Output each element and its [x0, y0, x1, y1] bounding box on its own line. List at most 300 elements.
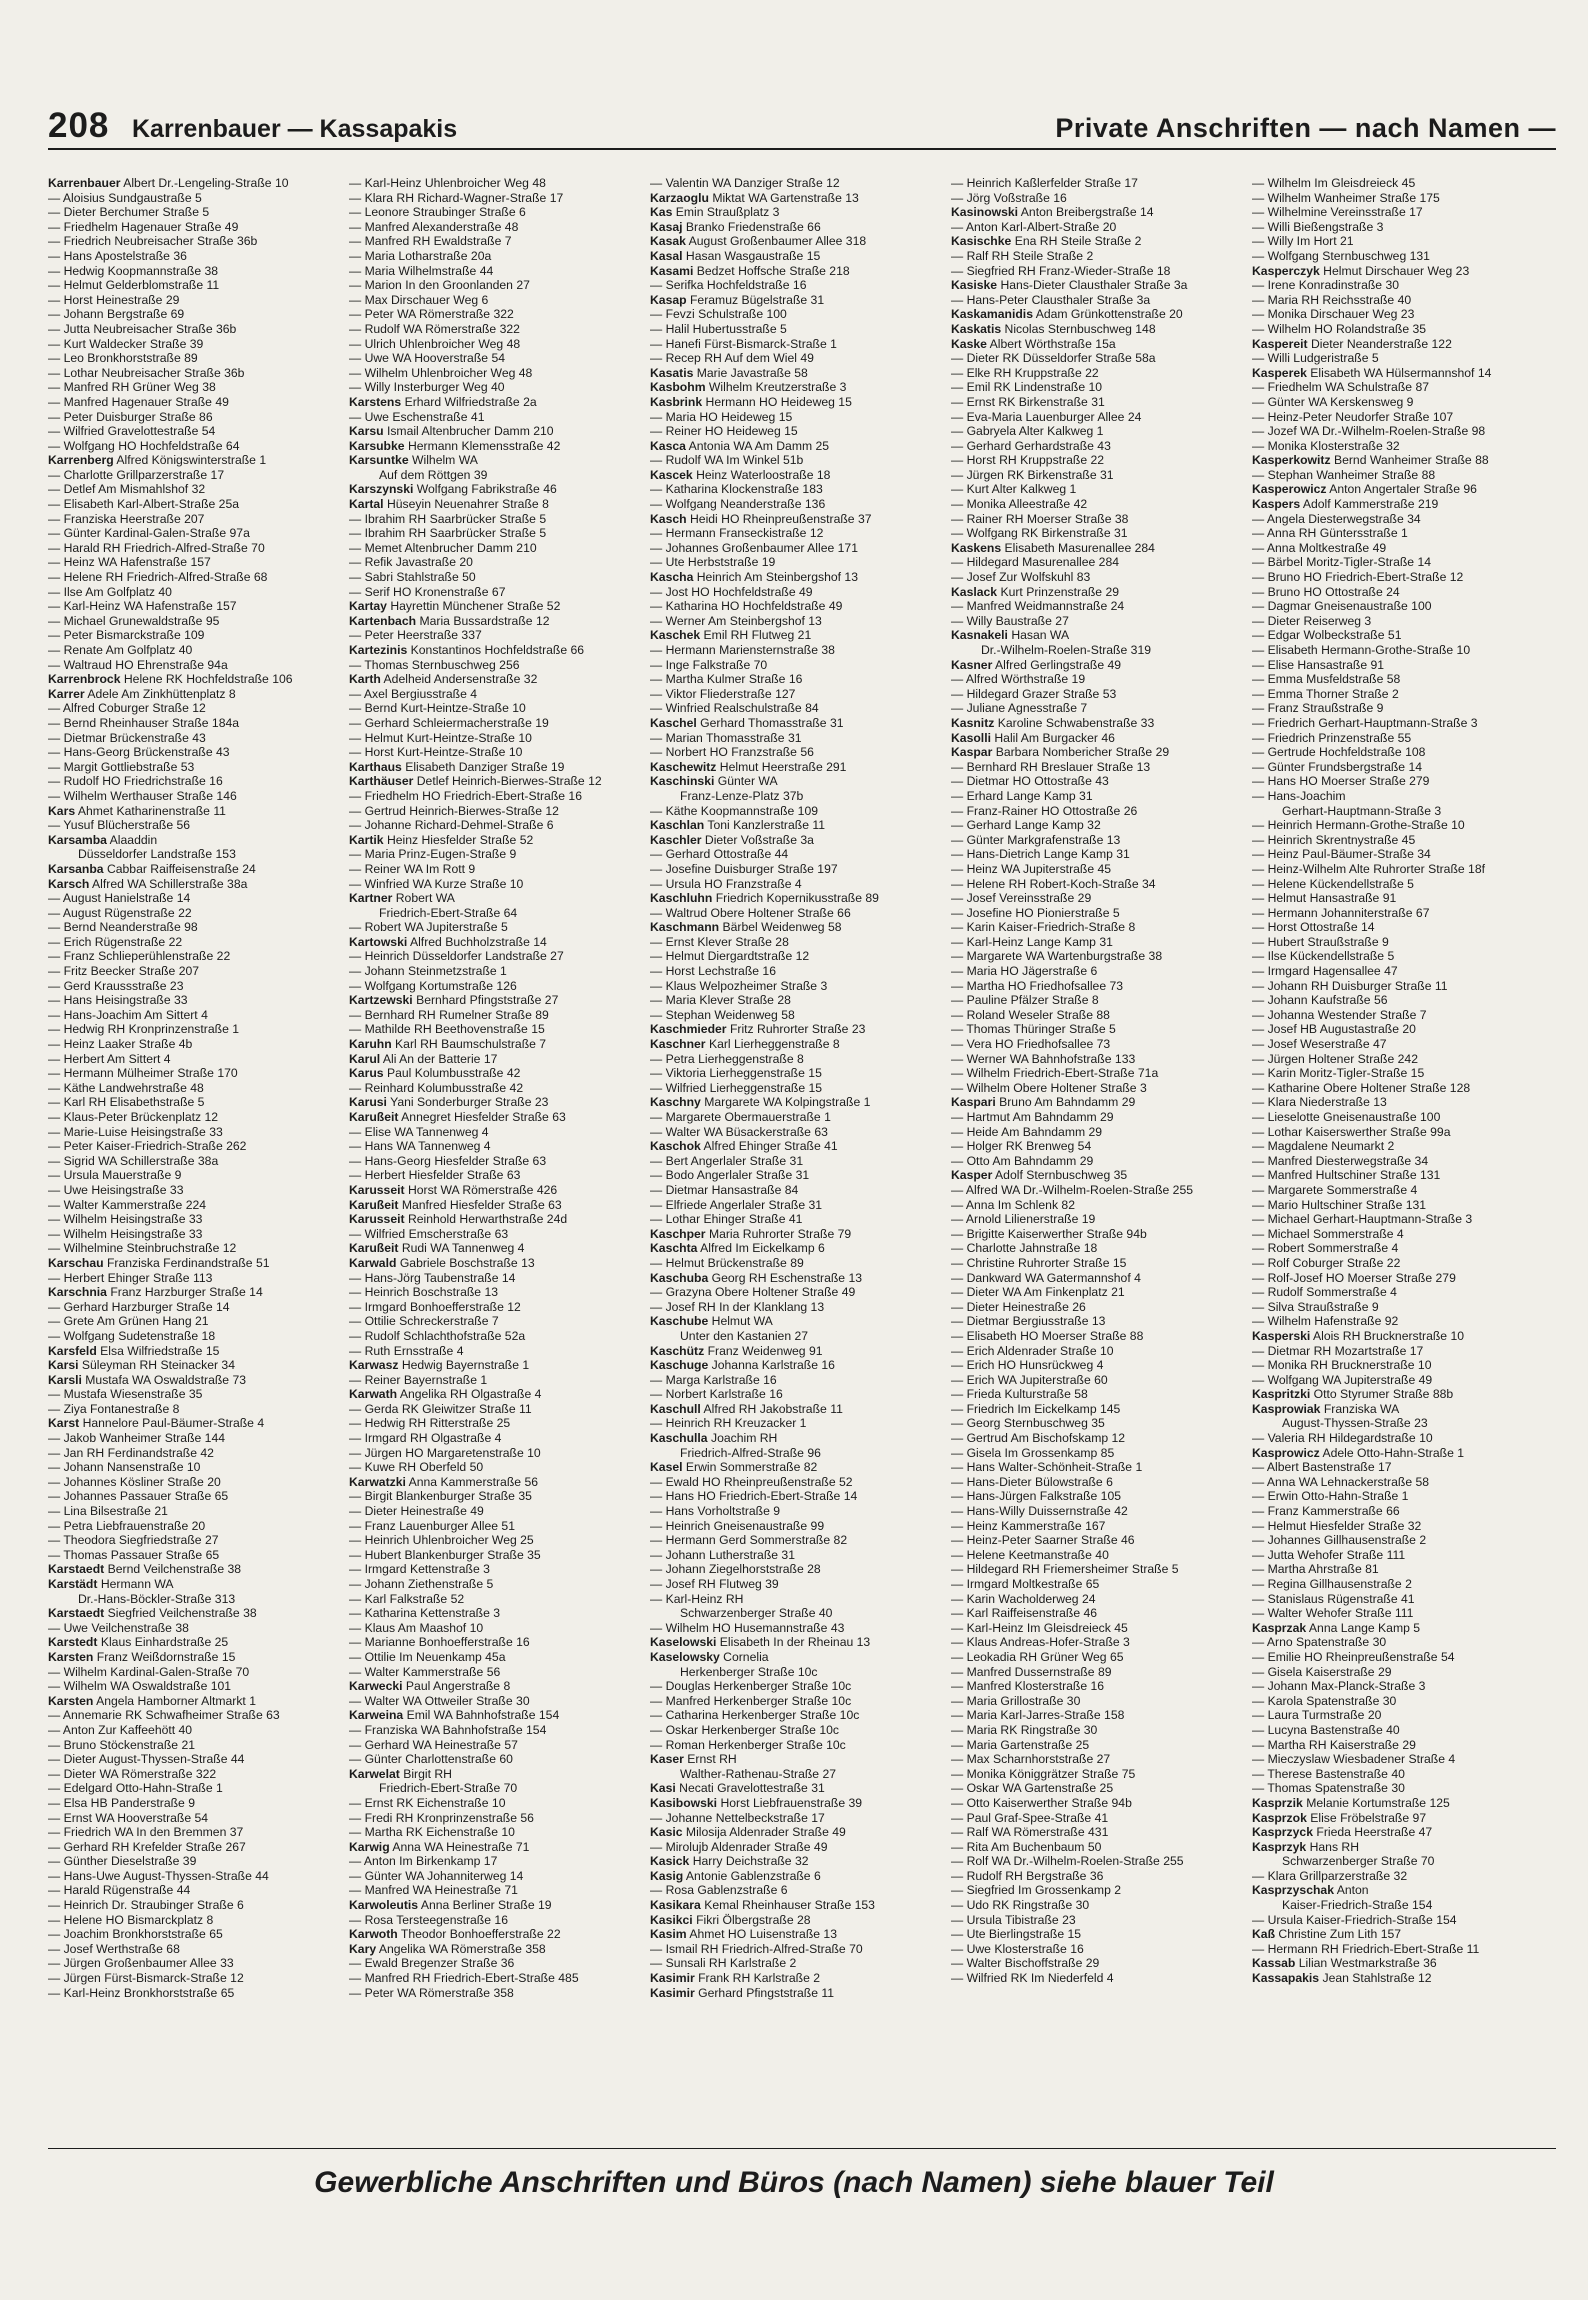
directory-entry	[48, 818, 345, 833]
directory-entry	[349, 716, 646, 731]
surname: Kaskamanidis	[951, 307, 1033, 322]
entry-text: — Wolfgang RK Birkenstraße 31	[951, 526, 1128, 541]
entry-text: — Käthe Landwehrstraße 48	[48, 1080, 204, 1095]
directory-entry	[349, 847, 646, 862]
surname: Kasprzak	[1252, 1620, 1307, 1635]
directory-entry	[349, 512, 646, 527]
entry-text: — Willy Baustraße 27	[951, 613, 1069, 628]
surname: Kars	[48, 803, 76, 818]
entry-text: — Gabryela Alter Kalkweg 1	[951, 424, 1104, 439]
directory-entry	[349, 1256, 646, 1271]
entry-text: — Marianne Bonhoefferstraße 16	[349, 1635, 530, 1650]
directory-entry	[48, 1781, 345, 1796]
entry-text: — Michael Sommerstraße 4	[1252, 1226, 1404, 1241]
directory-entry	[1252, 1796, 1549, 1811]
entry-text: — Dietmar Brückenstraße 43	[48, 730, 206, 745]
directory-entry	[650, 1387, 947, 1402]
entry-text: — Yusuf Blücherstraße 56	[48, 818, 191, 833]
entry-text: — Karl-Heinz RH	[650, 1591, 744, 1606]
entry-text: — Walter Bischoffstraße 29	[951, 1956, 1100, 1971]
directory-entry	[349, 1489, 646, 1504]
surname: Kasaj	[650, 219, 683, 234]
entry-text: — Elisabeth HO Moerser Straße 88	[951, 1328, 1144, 1343]
surname: Kaser	[650, 1752, 684, 1767]
entry-text: — Hans-Joachim Am Sittert 4	[48, 1007, 208, 1022]
directory-entry	[951, 555, 1248, 570]
entry-text: Bärbel Weidenweg 58	[722, 920, 842, 935]
entry-text: — Emma Musfeldstraße 58	[1252, 672, 1401, 687]
directory-entry	[349, 1708, 646, 1723]
entry-text: Rudi WA Tannenweg 4	[401, 1241, 525, 1256]
surname: Kaschta	[650, 1241, 698, 1256]
directory-entry	[1252, 1110, 1549, 1125]
entry-text: — Brigitte Kaiserwerther Straße 94b	[951, 1226, 1147, 1241]
entry-text: Frieda Heerstraße 47	[1316, 1825, 1433, 1840]
entry-text: — Friedrich Prinzenstraße 55	[1252, 730, 1412, 745]
surname: Kasolli	[951, 730, 991, 745]
directory-entry	[349, 366, 646, 381]
directory-entry	[1252, 191, 1549, 206]
directory-entry	[951, 1183, 1248, 1198]
entry-text: Emil RH Flutweg 21	[703, 628, 812, 643]
directory-entry	[650, 322, 947, 337]
directory-entry	[951, 847, 1248, 862]
directory-entry	[650, 687, 947, 702]
directory-entry	[650, 672, 947, 687]
entry-text: — Irmgard RH Olgastraße 4	[349, 1431, 502, 1446]
entry-text: Necati Gravelottestraße 31	[679, 1781, 825, 1796]
surname: Kasikara	[650, 1898, 701, 1913]
directory-entry	[349, 760, 646, 775]
directory-entry	[48, 877, 345, 892]
directory-entry: Düsseldorfer Landstraße 153	[78, 847, 236, 862]
entry-text: Reinhold Herwarthstraße 24d	[407, 1212, 568, 1227]
entry-text: — Irmgard Bonhoefferstraße 12	[349, 1299, 521, 1314]
directory-entry	[650, 249, 947, 264]
directory-entry	[1252, 1168, 1549, 1183]
directory-entry	[951, 570, 1248, 585]
directory-entry	[349, 1183, 646, 1198]
directory-entry	[349, 804, 646, 819]
directory-entry	[1252, 482, 1549, 497]
directory-entry	[650, 380, 947, 395]
directory-entry	[48, 1606, 345, 1621]
entry-text: — Winfried Realschulstraße 84	[650, 701, 819, 716]
directory-entry	[1252, 1971, 1549, 1986]
surname: Kaselowsky	[650, 1649, 720, 1664]
entry-text: — Monika Königgrätzer Straße 75	[951, 1766, 1136, 1781]
surname: Kaskens	[951, 540, 1002, 555]
entry-text: — Recep RH Auf dem Wiel 49	[650, 351, 814, 366]
directory-entry	[1252, 410, 1549, 425]
directory-entry	[650, 1927, 947, 1942]
surname: Kaschütz	[650, 1343, 705, 1358]
entry-text: Hannelore Paul-Bäumer-Straße 4	[82, 1416, 265, 1431]
entry-text: Joachim RH	[710, 1431, 778, 1446]
directory-entry	[650, 585, 947, 600]
entry-text: — Ibrahim RH Saarbrücker Straße 5	[349, 526, 547, 541]
directory-entry	[48, 468, 345, 483]
entry-text: — Heinz Kammerstraße 167	[951, 1518, 1106, 1533]
directory-entry	[951, 1519, 1248, 1534]
directory-entry	[48, 1635, 345, 1650]
entry-text: — Hans-Jürgen Falkstraße 105	[951, 1489, 1122, 1504]
directory-entry	[951, 1052, 1248, 1067]
directory-entry	[48, 993, 345, 1008]
entry-text: — Johann Steinmetzstraße 1	[349, 964, 507, 979]
entry-text: — Friedhelm HO Friedrich-Ebert-Straße 16	[349, 788, 582, 803]
directory-entry	[349, 1504, 646, 1519]
directory-entry	[349, 1533, 646, 1548]
entry-text: — Eva-Maria Lauenburger Allee 24	[951, 409, 1142, 424]
entry-text: — Wilhelm Uhlenbroicher Weg 48	[349, 365, 533, 380]
entry-text: — Monika Dirschauer Weg 23	[1252, 307, 1415, 322]
directory-entry	[349, 789, 646, 804]
directory-entry	[48, 380, 345, 395]
directory-entry	[951, 191, 1248, 206]
directory-entry	[1252, 1475, 1549, 1490]
entry-text: — Horst RH Kruppstraße 22	[951, 453, 1105, 468]
directory-entry	[349, 1125, 646, 1140]
surname: Kasner	[951, 657, 993, 672]
entry-text: Wilhelm Kreutzerstraße 3	[708, 380, 847, 395]
directory-entry	[650, 337, 947, 352]
entry-text: — Valeria RH Hildegardstraße 10	[1252, 1431, 1433, 1446]
directory-entry	[349, 1577, 646, 1592]
directory-entry	[48, 351, 345, 366]
directory-entry	[349, 482, 646, 497]
entry-text: — Bernhard RH Breslauer Straße 13	[951, 759, 1151, 774]
entry-text: — Peter Duisburger Straße 86	[48, 409, 213, 424]
directory-entry	[349, 293, 646, 308]
entry-text: — Gisela Im Grossenkamp 85	[951, 1445, 1115, 1460]
directory-entry	[951, 1927, 1248, 1942]
directory-entry	[951, 322, 1248, 337]
directory-entry	[1252, 1008, 1549, 1023]
directory-entry	[1252, 1314, 1549, 1329]
entry-text: — Thomas Passauer Straße 65	[48, 1547, 220, 1562]
directory-entry	[1252, 599, 1549, 614]
entry-text: Otto Styrumer Straße 88b	[1313, 1387, 1454, 1402]
directory-entry	[650, 935, 947, 950]
directory-entry	[650, 1183, 947, 1198]
entry-text: — Magdalene Neumarkt 2	[1252, 1139, 1395, 1154]
entry-text: — Mustafa Wiesenstraße 35	[48, 1387, 203, 1402]
entry-text: — Martha HO Friedhofsallee 73	[951, 978, 1124, 993]
entry-text: — Mirolujb Aldenrader Straße 49	[650, 1839, 828, 1854]
entry-text: — Helene RH Robert-Koch-Straße 34	[951, 876, 1156, 891]
entry-text: Branko Friedenstraße 66	[685, 219, 821, 234]
entry-text: Melanie Kortumstraße 125	[1306, 1795, 1450, 1810]
entry-text: Cornelia	[723, 1649, 769, 1664]
directory-entry	[48, 526, 345, 541]
entry-text: — Oskar WA Gartenstraße 25	[951, 1781, 1114, 1796]
entry-text: Ernst RH	[687, 1752, 737, 1767]
entry-text: — Margarete Obermauerstraße 1	[650, 1110, 831, 1124]
entry-text: — Manfred Herkenberger Straße 10c	[650, 1693, 852, 1708]
directory-entry	[349, 1110, 646, 1125]
directory-entry	[650, 1708, 947, 1723]
directory-entry	[48, 1460, 345, 1475]
directory-entry	[650, 1840, 947, 1855]
directory-entry	[48, 176, 345, 191]
directory-entry	[1252, 1285, 1549, 1300]
directory-entry	[349, 1139, 646, 1154]
directory-entry	[951, 1694, 1248, 1709]
entry-text: — Arno Spatenstraße 30	[1252, 1635, 1387, 1650]
entry-text: Bedzet Hoffsche Straße 218	[696, 263, 850, 278]
directory-entry	[48, 1738, 345, 1753]
directory-entry	[650, 191, 947, 206]
surname: Kartik	[349, 832, 384, 847]
entry-text: — Birgit Blankenburger Straße 35	[349, 1489, 532, 1504]
entry-text: — Gerhard Gerhardstraße 43	[951, 438, 1111, 453]
entry-text: — Angela Diesterwegstraße 34	[1252, 511, 1421, 526]
entry-text: — Bernhard RH Rumelner Straße 89	[349, 1007, 549, 1022]
entry-text: — Franz Straußstraße 9	[1252, 701, 1384, 716]
directory-entry	[951, 1008, 1248, 1023]
entry-text: Margarete WA Kolpingstraße 1	[704, 1095, 871, 1110]
entry-text: — Maria RH Reichsstraße 40	[1252, 292, 1412, 307]
surname: Kasprzyk	[1252, 1839, 1307, 1854]
entry-text: — Gerhard WA Heinestraße 57	[349, 1737, 518, 1752]
entry-text: — Valentin WA Danziger Straße 12	[650, 176, 840, 190]
surname: Karul	[349, 1051, 381, 1066]
surname: Kaschinski	[650, 774, 715, 789]
entry-text: — Wolfgang Kortumstraße 126	[349, 978, 517, 993]
directory-entry	[951, 1635, 1248, 1650]
entry-text: — Johann Bergstraße 69	[48, 307, 185, 322]
directory-entry	[48, 1431, 345, 1446]
directory-entry	[951, 716, 1248, 731]
entry-text: — Petra Liebfrauenstraße 20	[48, 1518, 206, 1533]
directory-entry	[951, 1504, 1248, 1519]
directory-entry	[1252, 1840, 1549, 1855]
entry-text: — Erich WA Jupiterstraße 60	[951, 1372, 1108, 1387]
entry-text: — Heide Am Bahndamm 29	[951, 1124, 1103, 1139]
surname: Karwig	[349, 1839, 390, 1854]
entry-text: — Emilie HO Rheinpreußenstraße 54	[1252, 1649, 1455, 1664]
directory-entry	[1252, 1738, 1549, 1753]
directory-entry	[650, 1679, 947, 1694]
entry-text: — Waltrud Obere Holtener Straße 66	[650, 905, 851, 920]
directory-entry	[349, 337, 646, 352]
entry-text: — Wilhelm WA Oswaldstraße 101	[48, 1679, 232, 1694]
directory-entry	[48, 906, 345, 921]
entry-text: — Mathilde RH Beethovenstraße 15	[349, 1022, 545, 1037]
entry-text: — Lothar Kaiserswerther Straße 99a	[1252, 1124, 1451, 1139]
entry-text: — Erhard Lange Kamp 31	[951, 788, 1093, 803]
entry-text: — Anton Zur Kaffeehött 40	[48, 1722, 193, 1737]
entry-text: Bernd Wanheimer Straße 88	[1333, 453, 1489, 468]
directory-entry	[951, 1387, 1248, 1402]
entry-text: — Norbert HO Franzstraße 56	[650, 745, 814, 760]
entry-text: — Margit Gottliebstraße 53	[48, 759, 195, 774]
entry-text: — Petra Lierheggenstraße 8	[650, 1051, 804, 1066]
directory-entry	[349, 1840, 646, 1855]
directory-entry	[951, 410, 1248, 425]
entry-text: — Mieczyslaw Wiesbadener Straße 4	[1252, 1752, 1456, 1767]
directory-entry	[650, 1373, 947, 1388]
directory-entry	[349, 658, 646, 673]
surname: Kascha	[650, 570, 694, 585]
entry-text: — Ruth Ernsstraße 4	[349, 1343, 464, 1358]
directory-entry	[1252, 1358, 1549, 1373]
entry-text: Anton	[1336, 1883, 1369, 1898]
surname: Karthaus	[349, 759, 402, 774]
directory-entry	[650, 833, 947, 848]
entry-text: — Manfred WA Heinestraße 71	[349, 1883, 518, 1898]
surname: Kasper	[951, 1168, 993, 1183]
directory-entry	[1252, 1022, 1549, 1037]
directory-entry	[1252, 1519, 1549, 1534]
directory-entry	[951, 1285, 1248, 1300]
entry-text: — Willi Bießengstraße 3	[1252, 219, 1384, 234]
surname: Karusseit	[349, 1182, 405, 1197]
entry-text: — Irmgard Moltkestraße 65	[951, 1577, 1100, 1591]
directory-entry	[349, 1519, 646, 1534]
entry-text: — Katharina Kettenstraße 3	[349, 1606, 501, 1621]
directory-entry	[650, 818, 947, 833]
directory-entry	[48, 716, 345, 731]
directory-entry	[349, 891, 646, 906]
directory-entry	[349, 1650, 646, 1665]
surname: Kartal	[349, 497, 384, 512]
surname: Karschnia	[48, 1285, 107, 1300]
directory-entry	[951, 234, 1248, 249]
surname: Karus	[349, 1066, 384, 1081]
directory-entry	[349, 1811, 646, 1826]
entry-text: — Johann RH Duisburger Straße 11	[1252, 978, 1448, 993]
directory-entry: Gerhart-Hauptmann-Straße 3	[1282, 803, 1442, 818]
entry-text: — Siegfried Im Grossenkamp 2	[951, 1883, 1122, 1898]
entry-text: Alfred Königswinterstraße 1	[116, 453, 267, 468]
directory-entry	[650, 731, 947, 746]
surname: Karußeit	[349, 1197, 399, 1212]
entry-text: — Josef HB Augustastraße 20	[1252, 1022, 1416, 1037]
entry-text: — Franziska WA Bahnhofstraße 154	[349, 1722, 547, 1737]
entry-text: — Ernst RK Eichenstraße 10	[349, 1795, 506, 1810]
entry-text: — Heinrich Gneisenaustraße 99	[650, 1518, 825, 1533]
directory-entry	[48, 760, 345, 775]
entry-text: — Johanna Westender Straße 7	[1252, 1007, 1427, 1022]
entry-text: — Uwe Eschenstraße 41	[349, 409, 485, 424]
entry-text: Robert WA	[395, 891, 455, 906]
directory-entry	[951, 1125, 1248, 1140]
directory-entry	[48, 701, 345, 716]
entry-text: — Wilfried Gravelottestraße 54	[48, 424, 216, 439]
directory-entry	[349, 380, 646, 395]
entry-text: Antonie Gablenzstraße 6	[685, 1868, 821, 1883]
directory-entry	[951, 1533, 1248, 1548]
directory-entry	[349, 322, 646, 337]
entry-text: — Josef RH In der Klanklang 13	[650, 1299, 825, 1314]
surname: Kasnitz	[951, 715, 995, 730]
directory-entry	[650, 1635, 947, 1650]
entry-text: — Ute Bierlingstraße 15	[951, 1927, 1082, 1942]
entry-text: — Catharina Herkenberger Straße 10c	[650, 1708, 860, 1723]
directory-entry	[951, 760, 1248, 775]
entry-text: — Pauline Pfälzer Straße 8	[951, 993, 1099, 1008]
entry-text: — Georg Sternbuschweg 35	[951, 1416, 1105, 1431]
directory-entry	[650, 877, 947, 892]
entry-text: Antonia WA Am Damm 25	[688, 438, 830, 453]
entry-text: — Rolf-Josef HO Moerser Straße 279	[1252, 1270, 1456, 1285]
directory-entry	[48, 234, 345, 249]
entry-text: — Martha RH Kaiserstraße 29	[1252, 1737, 1416, 1752]
directory-entry	[48, 337, 345, 352]
entry-text: — Heinz WA Hafenstraße 157	[48, 555, 211, 570]
entry-text: — Michael Gerhart-Hauptmann-Straße 3	[1252, 1212, 1473, 1227]
directory-entry	[349, 877, 646, 892]
surname: Kaschluhn	[650, 891, 713, 906]
entry-text: — Franz Kammerstraße 66	[1252, 1504, 1400, 1519]
entry-text: — Wilhelm HO Rolandstraße 35	[1252, 321, 1427, 336]
directory-entry	[1252, 993, 1549, 1008]
directory-entry	[650, 1314, 947, 1329]
entry-text: — Fritz Beecker Straße 207	[48, 964, 200, 979]
entry-text: — Bodo Angerlaler Straße 31	[650, 1168, 810, 1183]
entry-text: — Waltraud HO Ehrenstraße 94a	[48, 657, 228, 672]
entry-text: — Hans-Dietrich Lange Kamp 31	[951, 847, 1130, 862]
directory-entry	[48, 1329, 345, 1344]
entry-text: — Klaus Andreas-Hofer-Straße 3	[951, 1635, 1130, 1650]
directory-entry	[650, 1022, 947, 1037]
surname: Karst	[48, 1416, 80, 1431]
entry-text: — Gerhard Harzburger Straße 14	[48, 1299, 230, 1314]
entry-text: — Josef RH Flutweg 39	[650, 1577, 779, 1591]
entry-text: — Lucyna Bastenstraße 40	[1252, 1722, 1400, 1737]
surname: Karusseit	[349, 1212, 405, 1227]
directory-entry	[349, 1621, 646, 1636]
entry-text: — Kuwe RH Oberfeld 50	[349, 1460, 484, 1475]
directory-entry	[1252, 1300, 1549, 1315]
entry-text: — Sigrid WA Schillerstraße 38a	[48, 1153, 219, 1168]
directory-entry	[48, 1373, 345, 1388]
entry-text: Hüseyin Neuenahrer Straße 8	[386, 497, 549, 512]
entry-text: — Karl RH Elisabethstraße 5	[48, 1095, 205, 1110]
entry-text: — Elise WA Tannenweg 4	[349, 1124, 489, 1139]
surname: Kas	[650, 205, 673, 220]
directory-entry	[951, 891, 1248, 906]
directory-entry: Walther-Rathenau-Straße 27	[680, 1766, 837, 1781]
entry-text: — Wilhelm Friedrich-Ebert-Straße 71a	[951, 1066, 1159, 1081]
directory-entry	[48, 1095, 345, 1110]
entry-text: — Anna RH Güntersstraße 1	[1252, 526, 1408, 541]
entry-text: — Ursula Mauerstraße 9	[48, 1168, 182, 1183]
surname: Kaschmieder	[650, 1022, 727, 1037]
directory-entry	[349, 1329, 646, 1344]
directory-entry	[1252, 1066, 1549, 1081]
surname: Karstädt	[48, 1577, 98, 1591]
directory-entry	[650, 1898, 947, 1913]
directory-entry	[349, 410, 646, 425]
entry-text: — Helmut Hansastraße 91	[1252, 891, 1397, 906]
entry-text: Klaus Einhardstraße 25	[100, 1635, 229, 1650]
directory-entry	[48, 1811, 345, 1826]
directory-entry	[951, 1738, 1248, 1753]
entry-text: — Friedhelm Hagenauer Straße 49	[48, 219, 239, 234]
directory-entry	[1252, 847, 1549, 862]
footer-note: Gewerbliche Anschriften und Büros (nach Namen) siehe blauer Teil	[314, 2166, 1274, 2199]
entry-text: — Kurt Alter Kalkweg 1	[951, 482, 1077, 497]
entry-text: Harry Deichstraße 32	[692, 1854, 809, 1869]
entry-text: Erwin Sommerstraße 82	[685, 1460, 818, 1475]
entry-text: — Klaus Am Maashof 10	[349, 1620, 484, 1635]
entry-text: Alfred Im Eickelkamp 6	[700, 1241, 825, 1256]
directory-entry	[1252, 1533, 1549, 1548]
directory-entry	[951, 497, 1248, 512]
